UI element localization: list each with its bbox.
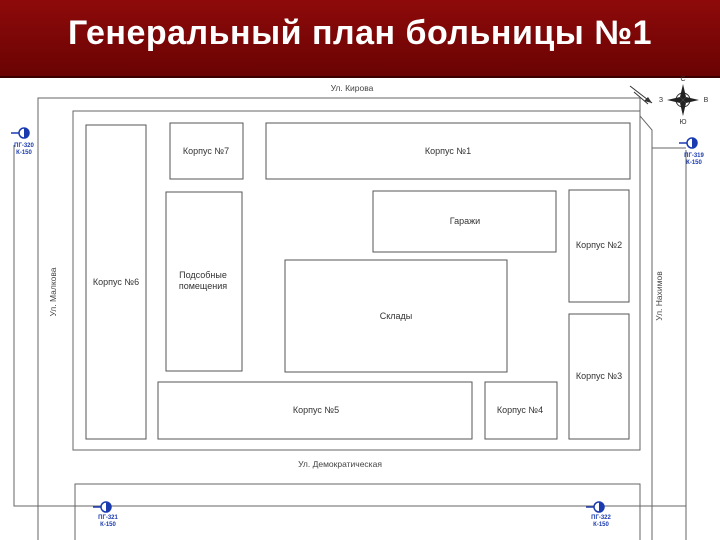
compass-west: З: [658, 97, 664, 104]
street-east-label: Ул. Нахимов: [654, 271, 664, 321]
hydrant-code: ПГ-320: [14, 143, 34, 149]
label-korpus-2: Корпус №2: [575, 240, 623, 250]
label-korpus-4: Корпус №4: [496, 405, 544, 415]
street-south-label: Ул. Демократическая: [298, 459, 382, 469]
hydrant-pg320: [11, 128, 35, 156]
label-warehouses: Склады: [379, 311, 413, 321]
label-korpus-3: Корпус №3: [575, 371, 623, 381]
hydrant-code: ПГ-319: [684, 153, 704, 159]
label-garages: Гаражи: [449, 216, 481, 226]
hydrant-spec: К-150: [686, 160, 702, 166]
label-korpus-1: Корпус №1: [424, 146, 472, 156]
compass-north: С: [680, 76, 686, 83]
hydrant-code: ПГ-321: [98, 515, 118, 521]
hydrant-pg319: [679, 138, 705, 166]
north-arrow-icon: [630, 86, 652, 104]
hydrant-code: ПГ-322: [591, 515, 611, 521]
compass-rose: [659, 76, 709, 126]
hydrant-spec: К-150: [593, 522, 609, 528]
lower-block: [75, 484, 640, 540]
compass-east: В: [703, 97, 709, 104]
page-title: Генеральный план больницы №1: [67, 14, 653, 52]
label-auxiliary-line2: помещения: [178, 281, 228, 291]
label-korpus-7: Корпус №7: [182, 146, 230, 156]
compass-south: Ю: [679, 119, 687, 126]
label-auxiliary-line1: Подсобные: [179, 270, 227, 280]
street-west-label: Ул. Малкова: [48, 267, 58, 317]
hydrant-spec: К-150: [100, 522, 116, 528]
street-north-label: Ул. Кирова: [330, 83, 374, 93]
label-korpus-5: Корпус №5: [292, 405, 340, 415]
hydrant-spec: К-150: [16, 150, 32, 156]
label-korpus-6: Корпус №6: [92, 277, 140, 287]
